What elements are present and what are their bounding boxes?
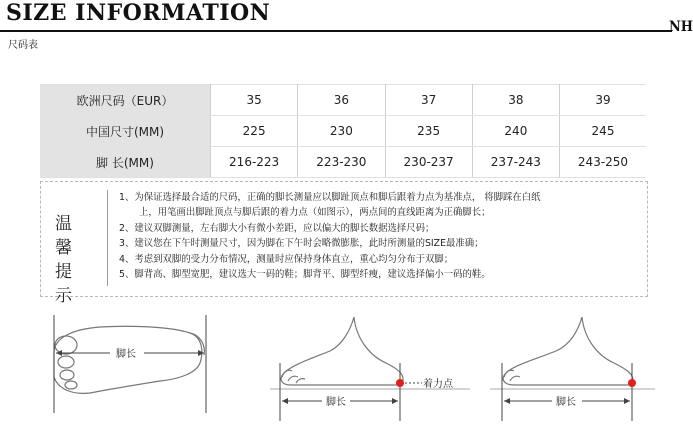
size-table-row [40, 147, 646, 178]
tips-label [55, 212, 105, 308]
size-cell: 245 [560, 116, 647, 147]
tip-item: 5、脚背高、脚型宽肥，建议选大一码的鞋；脚背平、脚型纤瘦，建议选择偏小一码的鞋。 [119, 269, 491, 281]
brand-logo [669, 18, 693, 34]
size-cell: 237-243 [472, 147, 559, 178]
tips-box [40, 181, 648, 306]
size-row-header: 中国尺寸(MM) [40, 116, 211, 147]
tips-label-line2: 提 示 [55, 262, 78, 306]
tips-list [119, 190, 639, 282]
size-cell: 230 [298, 116, 385, 147]
size-table-row [40, 85, 646, 116]
tips-divider [107, 190, 108, 286]
tip-item: 3、建议您在下午时测量尺寸，因为脚在下午时会略微膨胀，此时所测量的SIZE最准确； [119, 238, 484, 250]
size-table-row [40, 116, 646, 147]
tip-item: 2、建议双脚测量，左右脚大小有微小差距，应以偏大的脚长数据选择尺码； [119, 222, 435, 234]
size-table [40, 84, 646, 178]
foot-side-outline-2-icon [503, 317, 633, 385]
size-cell: 216-223 [211, 147, 298, 178]
force-point-label: 着力点 [423, 379, 453, 390]
tip-item: 4、考虑到双脚的受力分布情况，测量时应保持身体直立，重心均匀分布于双脚； [119, 253, 454, 265]
force-point-marker-2-icon [628, 379, 636, 387]
foot-side-view-diagram [270, 315, 470, 423]
force-point-marker-icon [396, 379, 404, 387]
svg-text:NH: NH [669, 19, 693, 34]
size-cell: 223-230 [298, 147, 385, 178]
side-view-2-length-label: 脚长 [556, 397, 576, 408]
tip-item: 上，用笔画出脚趾顶点与脚后跟的着力点（如图示），两点间的直线距离为正确脚长； [139, 207, 491, 219]
header-divider [0, 30, 672, 32]
size-cell: 35 [211, 85, 298, 116]
size-cell: 230-237 [385, 147, 472, 178]
tip-item: 1、为保证选择最合适的尺码，正确的脚长测量应以脚趾顶点和脚后跟着力点为基准点， 将脚踩在白纸 [119, 192, 541, 203]
side-view-length-label: 脚长 [326, 397, 346, 408]
foot-side-outline-icon [281, 317, 403, 385]
page-title: SIZE INFORMATION [6, 0, 271, 26]
size-cell: 36 [298, 85, 385, 116]
foot-side-view-2-diagram [490, 315, 655, 423]
brand-logo-icon [669, 18, 693, 34]
size-cell: 37 [385, 85, 472, 116]
top-view-length-label: 脚长 [116, 349, 136, 360]
size-cell: 225 [211, 116, 298, 147]
tips-label-line1: 温 馨 [55, 214, 78, 258]
page-subtitle: 尺码表 [8, 40, 38, 51]
size-row-header: 脚 长(MM) [40, 147, 211, 178]
size-cell: 38 [472, 85, 559, 116]
size-cell: 39 [560, 85, 647, 116]
size-cell: 235 [385, 116, 472, 147]
foot-top-view-diagram [40, 315, 220, 415]
size-row-header: 欧洲尺码（EUR） [40, 85, 211, 116]
size-cell: 243-250 [560, 147, 647, 178]
size-cell: 240 [472, 116, 559, 147]
